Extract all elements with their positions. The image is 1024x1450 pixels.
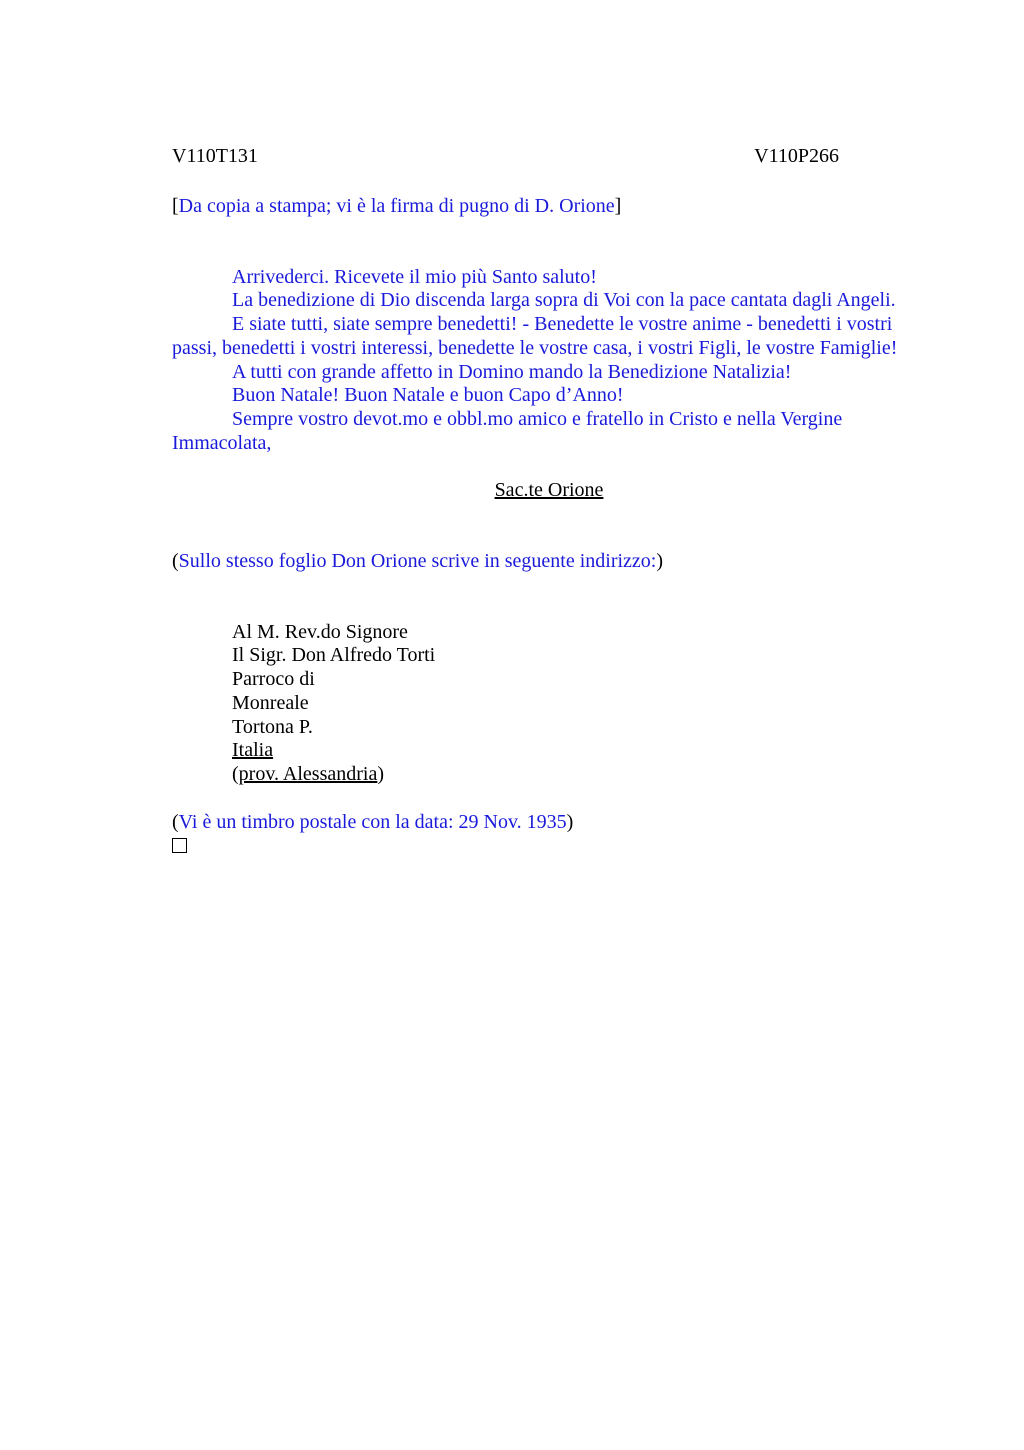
address-line: Monreale — [232, 691, 309, 714]
address-line: (prov. Alessandria) — [232, 762, 385, 785]
address-line: Tortona P. — [232, 715, 313, 738]
address-line: Il Sigr. Don Alfredo Torti — [232, 644, 436, 667]
address-note-text: Sullo stesso foglio Don Orione scrive in seguente indirizzo: — [178, 550, 657, 573]
address-block — [172, 621, 932, 787]
end-box-icon — [172, 838, 187, 853]
letter-line: Sempre vostro devot.mo e obbl.mo amico e fratello in Cristo e nella Vergine Immacolata, — [172, 407, 843, 454]
signature: Sac.te Orione — [494, 479, 604, 502]
source-note: [Da copia a stampa; vi è la firma di pugno di D. Orione] — [172, 195, 622, 217]
signature-line — [172, 479, 926, 503]
document-code-left: V110T131 — [172, 145, 258, 167]
document-header — [172, 145, 839, 171]
document-page — [172, 145, 932, 860]
address-note: (Sullo stesso foglio Don Orione scrive in seguente indirizzo:) — [172, 550, 664, 573]
address-country: Italia — [232, 739, 274, 762]
letter-line: E siate tutti, siate sempre benedetti! - Benedette le vostre anime - benedetti i vostri passi, benedetti i vostri interessi, benedette le vostre casa, i vostri Figli, le vostre Famiglie! — [172, 313, 898, 359]
postmark-note: (Vi è un timbro postale con la data: 29 Nov. 1935) — [172, 810, 574, 833]
letter-body — [172, 266, 932, 456]
postmark-note-text: Vi è un timbro postale con la data: 29 Nov. 1935 — [178, 810, 567, 833]
letter-line: Buon Natale! Buon Natale e buon Capo d’Anno! — [232, 384, 624, 407]
letter-line: La benedizione di Dio discenda larga sopra di Voi con la pace cantata dagli Angeli. — [232, 289, 896, 312]
letter-line: Arrivederci. Ricevete il mio più Santo saluto! — [232, 265, 597, 288]
end-marker-row — [172, 834, 932, 860]
address-line: Parroco di — [232, 668, 315, 691]
document-code-right: V110P266 — [754, 145, 839, 167]
address-line — [232, 739, 932, 763]
letter-line: A tutti con grande affetto in Domino mando la Benedizione Natalizia! — [232, 360, 792, 383]
source-note-text: Da copia a stampa; vi è la firma di pugno di D. Orione — [178, 195, 615, 217]
address-province: prov. Alessandria — [238, 762, 378, 785]
address-line: Al M. Rev.do Signore — [232, 620, 408, 643]
